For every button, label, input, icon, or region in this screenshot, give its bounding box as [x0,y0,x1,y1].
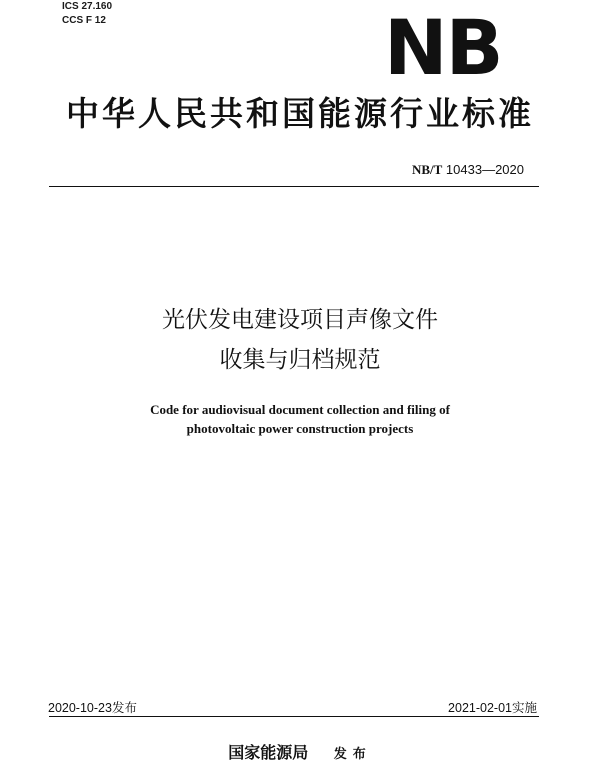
issue-date: 2020-10-23发布 [48,701,137,715]
publisher-action: 发布 [333,747,372,762]
standard-number-value: 10433—2020 [445,162,524,177]
org-title: 中华人民共和国能源行业标准 [66,94,534,133]
publisher-name: 国家能源局 [228,743,309,762]
chinese-title-line-2: 收集与归档规范 [219,347,381,373]
standard-prefix: NB/T [411,162,443,177]
english-title-line-2: photovoltaic power construction projects [186,421,414,436]
ics-code: ICS 27.160 [62,1,113,12]
chinese-title-line-1: 光伏发电建设项目声像文件 [162,307,438,333]
top-divider [49,186,539,187]
standard-number [412,162,524,178]
publisher-line [0,740,600,763]
implementation-date: 2021-02-01实施 [448,701,537,715]
english-title-line-1: Code for audiovisual document collection and filing of [150,402,450,417]
ccs-code: CCS F 12 [62,15,106,26]
bottom-divider [49,716,539,717]
nb-logo: NB [384,3,502,92]
